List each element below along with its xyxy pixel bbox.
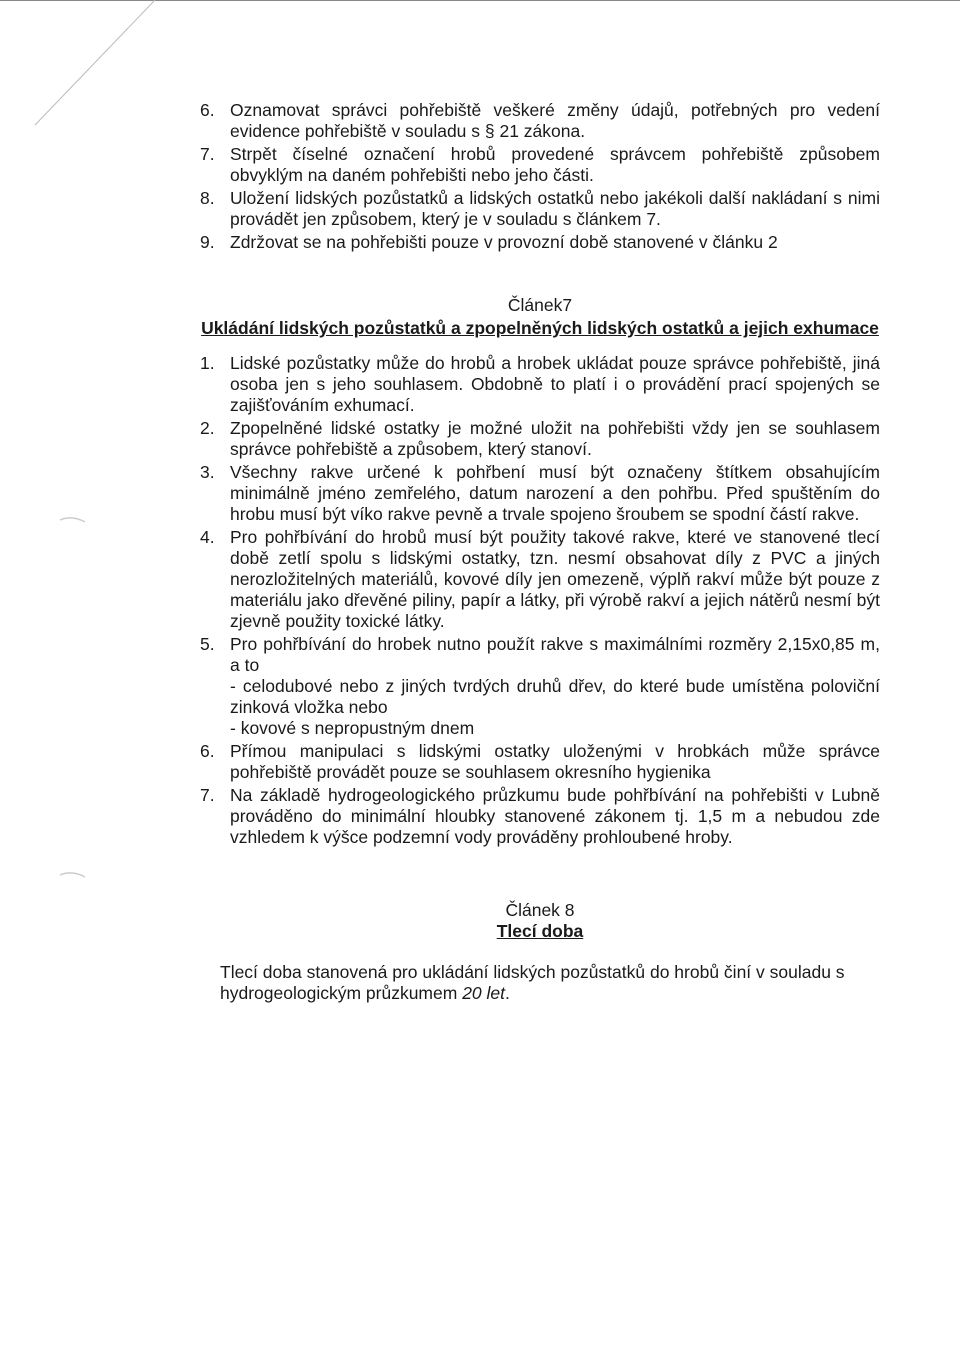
- article-number: Článek7: [507, 295, 573, 315]
- list-item: [200, 100, 880, 142]
- article-number: Článek 8: [505, 900, 575, 920]
- obligations-list: [200, 100, 880, 253]
- item-text: Zpopelněné lidské ostatky je možné uložit na pohřebišti vždy jen se souhlasem správce pohřebiště a způsobem, který stanoví.: [230, 418, 880, 459]
- item-number: 5.: [200, 634, 215, 654]
- article-title: Tlecí doba: [496, 921, 584, 941]
- item-text: Strpět číselné označení hrobů provedené správcem pohřebiště způsobem obvyklým na daném pohřebišti nebo jeho části.: [230, 144, 880, 185]
- item-number: 6.: [200, 100, 215, 120]
- item-number: 7.: [200, 785, 215, 805]
- paragraph-end: .: [505, 983, 510, 1003]
- list-item: [200, 353, 880, 416]
- item-text: Oznamovat správci pohřebiště veškeré změny údajů, potřebných pro vedení evidence pohřebiště v souladu s § 21 zákona.: [230, 100, 880, 141]
- item-number: 6.: [200, 741, 215, 761]
- list-item: [200, 144, 880, 186]
- list-item: [200, 418, 880, 460]
- item-text: Na základě hydrogeologického průzkumu bude pohřbívání na pohřebišti v Lubně prováděno do minimální hloubky stanovené zákonem tj. 1,5 m a nebudou zde vzhledem k výšce podzemní vody prováděny prohloubené hroby.: [230, 785, 880, 847]
- item-text: Zdržovat se na pohřebišti pouze v provozní době stanovené v článku 2: [230, 232, 778, 252]
- list-item: [200, 527, 880, 632]
- list-item: [200, 634, 880, 739]
- item-number: 4.: [200, 527, 215, 547]
- list-item: [200, 785, 880, 848]
- article-7-list: [200, 353, 880, 848]
- item-number: 1.: [200, 353, 215, 373]
- item-text: Všechny rakve určené k pohřbení musí být označeny štítkem obsahujícím minimálně jméno zemřelého, datum narození a den pohřbu. Před spuštěním do hrobu musí být víko rakve pevně a trvale spojeno šroubem se spodní částí rakve.: [230, 462, 880, 524]
- decay-period-paragraph: [200, 962, 880, 1004]
- item-number: 3.: [200, 462, 215, 482]
- item-number: 9.: [200, 232, 215, 252]
- list-item: [200, 462, 880, 525]
- decay-period-value: 20 let: [462, 983, 505, 1003]
- paragraph-text: Tlecí doba stanovená pro ukládání lidských pozůstatků do hrobů činí v souladu s hydrogeologickým průzkumem: [220, 962, 845, 1003]
- list-item: [200, 232, 880, 253]
- item-text: Uložení lidských pozůstatků a lidských ostatků nebo jakékoli další nakládaní s nimi provádět jen způsobem, který je v souladu s článkem 7.: [230, 188, 880, 229]
- list-item: [200, 188, 880, 230]
- item-number: 8.: [200, 188, 215, 208]
- item-number: 2.: [200, 418, 215, 438]
- item-text: Lidské pozůstatky může do hrobů a hrobek ukládat pouze správce pohřebiště, jiná osoba jen s jeho souhlasem. Obdobně to platí i o provádění prací spojených se zajišťováním exhumací.: [230, 353, 880, 415]
- list-item: [200, 741, 880, 783]
- item-text: Přímou manipulaci s lidskými ostatky uloženými v hrobkách může správce pohřebiště provádět pouze se souhlasem okresního hygienika: [230, 741, 880, 782]
- item-text: Pro pohřbívání do hrobů musí být použity takové rakve, které ve stanovené tlecí době zetlí spolu s lidskými ostatky, tzn. nesmí obsahovat díly z PVC a jiných nerozložitelných materiálů, kovové díly jen omezeně, výplň rakví může být pouze z materiálu jako dřevěné piliny, papír a látky, při výrobě rakví a jejich nátěrů nesmí být zjevně použity toxické látky.: [230, 527, 880, 631]
- article-title: Ukládání lidských pozůstatků a zpopelněných lidských ostatků a jejich exhumace: [201, 318, 879, 338]
- item-number: 7.: [200, 144, 215, 164]
- document-page: [200, 100, 880, 1004]
- article-8-heading: [200, 900, 880, 942]
- article-7-heading: [200, 295, 880, 339]
- item-text: Pro pohřbívání do hrobek nutno použít rakve s maximálními rozměry 2,15x0,85 m, a to - celodubové nebo z jiných tvrdých druhů dřev, do které bude umístěna poloviční zinková vložka nebo - kovové s nepropustným dnem: [230, 634, 880, 738]
